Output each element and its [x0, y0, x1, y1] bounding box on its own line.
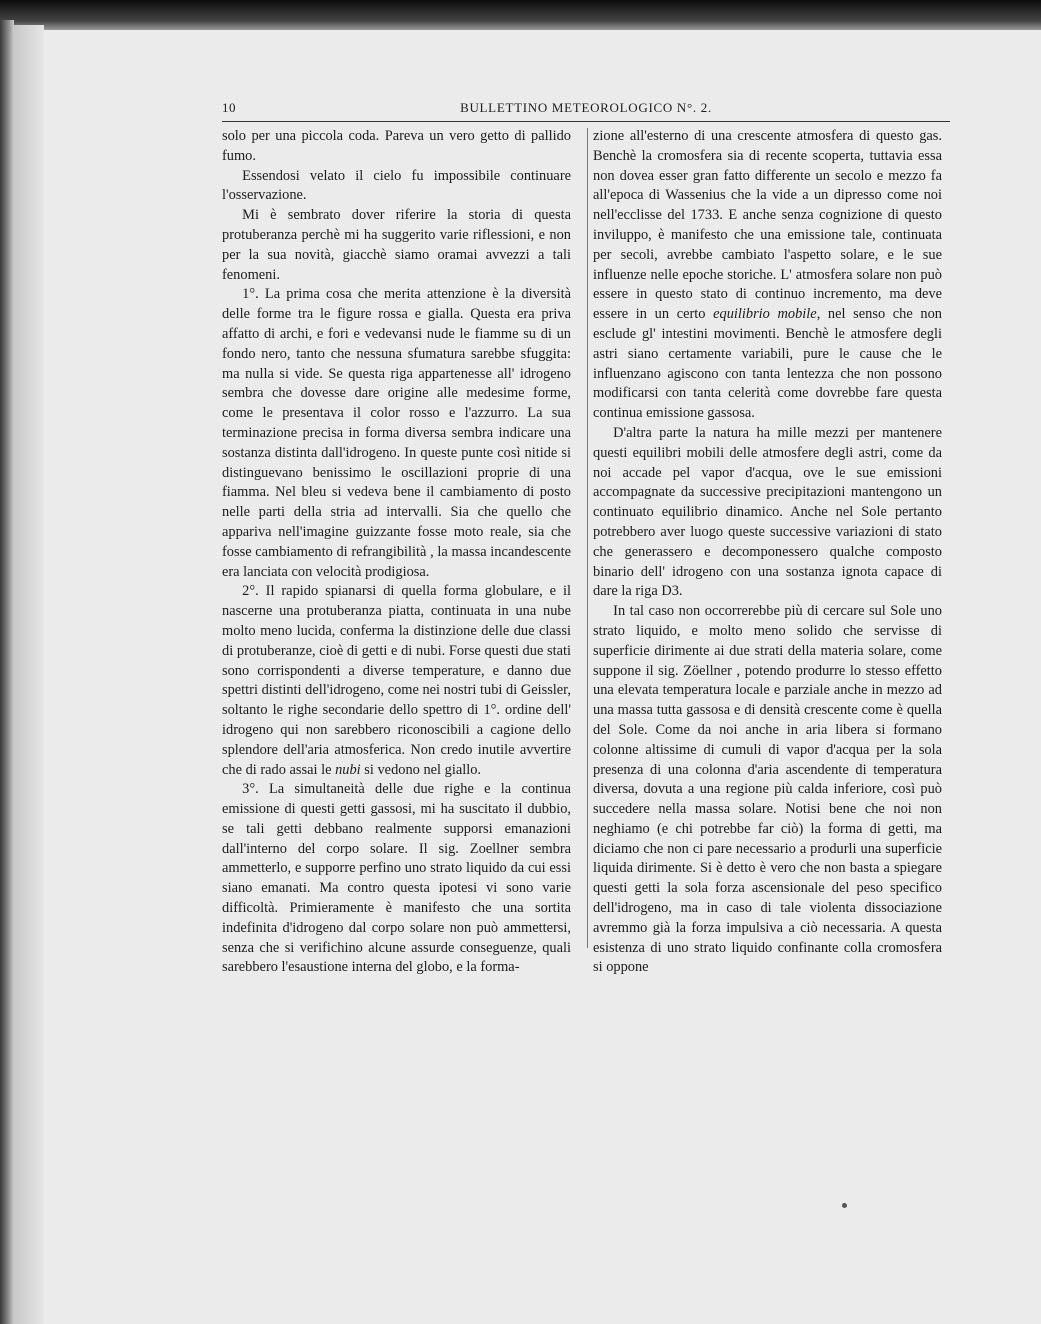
paragraph-text: 2°. Il rapido spianarsi di quella forma globulare, e il nascerne una protuberanza piatta, continuata in una nube molto meno lucida, conferma la distinzione delle due classi di protuberanze, cioè di getti e di nubi. Forse questi due stati sono corrispondenti a diverse temperature, e danno due spettri distinti dell'idrogeno, come nei nostri tubi di Geissler, soltanto le righe secondarie dello spettro di 1°. ordine dell' idrogeno qui non sarebbero riconoscibili a cagione dello splendore dell'aria atmosferica. Non credo inutile avvertire che di rado assai le [222, 583, 571, 778]
scan-speck [842, 1203, 847, 1208]
paragraph: D'altra parte la natura ha mille mezzi per mantenere questi equilibri mobili delle atmosfere degli astri, come da noi accade pel vapor d'acqua, ove le sue emissioni accompagnate da successive precipitazioni mantengono un continuato equilibrio dinamico. Anche nel Sole pertanto potrebbero aver luogo queste successive variazioni di stato che generassero e decomponessero qualche composto binario dell' idrogeno con una sostanza ignota capace di dare la riga D3. [593, 424, 942, 600]
scan-page-margin-shadow [14, 25, 44, 1324]
paragraph: Mi è sembrato dover riferire la storia di questa protuberanza perchè mi ha suggerito varie riflessioni, e non per la sua novità, giacchè siamo oramai avvezzi a tali fenomeni. [222, 207, 571, 283]
header-rule [222, 121, 950, 122]
paragraph [593, 127, 942, 424]
left-column [222, 127, 571, 978]
scan-left-border [0, 20, 14, 1324]
paragraph-text: zione all'esterno di una crescente atmosfera di questo gas. Benchè la cromosfera sia di recente scoperta, tuttavia essa non dovea esser gran fatto differente un secolo e mezzo fa all'epoca di Wassenius che la vide a un dipresso come noi nell'ecclisse del 1733. E anche senza cognizione di questo inviluppo, è manifesto che una emissione tale, continuata per secoli, avrebbe cambiato l'aspetto solare, e le sue influenze nelle epoche storiche. L' atmosfera solare non può essere in questo stato di continuo incremento, ma deve essere in un certo [593, 128, 942, 323]
italic-term: equilibrio mobile [713, 306, 817, 323]
column-divider [587, 128, 588, 948]
paragraph: In tal caso non occorrerebbe più di cercare sul Sole uno strato liquido, e molto meno solido che servisse di superficie dirimente ai due strati della materia solare, come suppone il sig. Zöellner , potendo produrre lo stesso effetto una elevata temperatura locale e parziale anche in mezzo ad una massa tutta gassosa e di densità crescente come è quella del Sole. Come da noi anche in aria libera si formano colonne altissime di cumuli di vapor d'acqua per la sola presenza di una colonna d'aria ascendente di temperatura diversa, dovuta a una regione più calda inferiore, così può succedere nella massa solare. Notisi bene che noi non neghiamo (e chi potrebbe far ciò) la forma di getti, ma diciamo che non ci pare necessario a produrli una superficie liquida dirimente. Si è detto è vero che non basta a spiegare questi getti la sola forza ascensionale del peso specifico dell'idrogeno, ma in caso di tale violenta dissociazione avremmo già la forza impulsiva a ciò necessaria. A questa esistenza di uno strato liquido confinante colla cromosfera si oppone [593, 603, 942, 976]
paragraph-text: , nel senso che non esclude gl' intestini movimenti. Benchè le atmosfere degli astri siano certamente variabili, pure le cause che le influenzano agiscono con tanta lentezza che non possono modificarsi con tanta celerità come dovrebbe fare questa continua emissione gassosa. [593, 306, 942, 422]
scan-top-border [0, 0, 1041, 30]
paragraph: Essendosi velato il cielo fu impossibile continuare l'osservazione. [222, 167, 571, 204]
right-column [593, 127, 942, 978]
paragraph: 1°. La prima cosa che merita attenzione è la diversità delle forme tra le figure rossa e gialla. Questa era priva affatto di archi, e fori e vedevansi nude le fiamme su di un fondo nero, tanto che nessuna sfumatura sarebbe sfuggita: ma nulla si vide. Se questa riga appartenesse all' idrogeno sembra che dovesse dare origine alle medesime forme, come le presentava il color rosso e l'azzurro. La sua terminazione precisa in forma diversa sembra indicare una sostanza distinta dall'idrogeno. In queste punte così nitide si distinguevano benissimo le oscillazioni proprie di una fiamma. Nel bleu si vedeva bene il cambiamento di posto nelle parti della stria ad intervalli. Sia che quello che appariva nell'imagine guizzante fosse moto reale, sia che fosse cambiamento di refrangibilità , la massa incandescente era lanciata con velocità prodigiosa. [222, 286, 571, 580]
paragraph: 3°. La simultaneità delle due righe e la continua emissione di questi getti gassosi, mi ha suscitato il dubbio, se tali getti debbano realmente supporsi emanazioni dall'interno del corpo solare. Il sig. Zoellner sembra ammetterlo, e supporre perfino uno strato liquido da cui essi siano emanati. Ma contro questa ipotesi vi sono varie difficoltà. Primieramente è manifesto che una sortita indefinita d'idrogeno dal corpo solare non può ammettersi, senza che si verifichino alcune assurde conseguenze, quali sarebbero l'esaustione interna del globo, e la forma- [222, 781, 571, 976]
running-title: BULLETTINO METEOROLOGICO N°. 2. [460, 100, 712, 115]
italic-term: nubi [335, 761, 361, 778]
page-number: 10 [222, 100, 236, 115]
paragraph [222, 582, 571, 780]
running-header [222, 100, 950, 118]
paragraph: solo per una piccola coda. Pareva un vero getto di pallido fumo. [222, 128, 571, 164]
paragraph-text: si vedono nel giallo. [360, 761, 481, 778]
